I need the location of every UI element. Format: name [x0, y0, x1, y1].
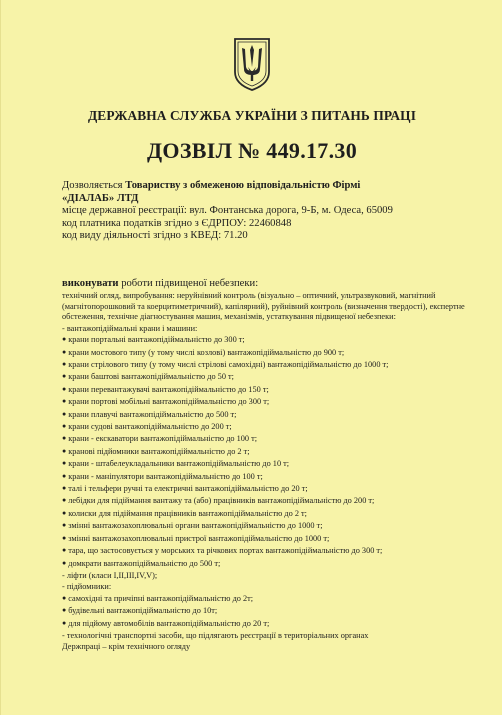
list-item: ● змінні вантажозахоплювальні пристрої вантажопідіймальністю до 1000 т; [62, 533, 482, 545]
list-item: - ліфти (класи І,ІІ,ІІІ,IV,V); [62, 570, 482, 581]
list-item: - технологічні транспортні засоби, що підлягають реєстрації в територіальних органах [62, 630, 482, 641]
list-item: ● змінні вантажозахоплювальні органи вантажопідіймальністю до 1000 т; [62, 520, 482, 532]
works-description: технічний огляд, випробування: неруйнівний контроль (візуально – оптичний, ультразвуковий, магнітний (магнітопорошковий та коерцитиметричний), капілярний), руйнівний контроль (визначення твердості), експертне обстеження, технічне діагностування машин, механізмів, устаткування підвищеної небезпеки: [62, 291, 465, 322]
list-item: ● крани судові вантажопідіймальністю до 200 т; [62, 421, 482, 433]
works-title-bold: виконувати [62, 278, 119, 289]
list-item: ● крани плавучі вантажопідіймальністю до 500 т; [62, 409, 482, 421]
company-line-1 [62, 180, 482, 193]
allowed-prefix: Дозволяється [62, 180, 126, 191]
list-item: ● крани портальні вантажопідіймальністю до 300 т; [62, 334, 482, 346]
hazardous-works-section [62, 278, 482, 653]
list-item: ● самохідні та причіпні вантажопідіймальністю до 2т; [62, 593, 482, 605]
list-item: ● талі і тельфери ручні та електричні вантажопідіймальністю до 20 т; [62, 483, 482, 495]
list-item: ● крани - маніпулятори вантажопідіймальністю до 100 т; [62, 471, 482, 483]
works-title-rest: роботи підвищеної небезпеки: [118, 278, 259, 289]
equipment-list [62, 323, 482, 653]
list-item: ● лебідки для підіймання вантажу та (або) працівників вантажопідіймальністю до 200 т; [62, 495, 482, 507]
list-item: ● крани стрілового типу (у тому числі стрілові самохідні) вантажопідіймальністю до 1000 т; [62, 359, 482, 371]
company-name: Товариству з обмеженою відповідальністю Фірмі [125, 180, 361, 191]
permit-holder-block [62, 180, 482, 243]
list-item: ● крани портові мобільні вантажопідіймальністю до 300 т; [62, 396, 482, 408]
company-name-brand: «ДІАЛАБ» ЛТД [62, 192, 139, 204]
list-item: ● будівельні вантажопідіймальністю до 10т; [62, 605, 482, 617]
company-line-2 [62, 193, 482, 206]
edrpou-code: код платника податків згідно з ЄДРПОУ: 22460848 [62, 217, 292, 229]
list-item: ● крани баштові вантажопідіймальністю до 50 т; [62, 371, 482, 383]
list-item: ● домкрати вантажопідіймальністю до 500 т; [62, 558, 482, 570]
list-item: ● крани - екскаватори вантажопідіймальністю до 100 т; [62, 433, 482, 445]
trident-coat-of-arms-icon [232, 36, 272, 92]
permit-number: ДОЗВІЛ № 449.17.30 [147, 138, 357, 163]
list-item: ● крани - штабелеукладальники вантажопідіймальністю до 10 т; [62, 458, 482, 470]
agency-title: ДЕРЖАВНА СЛУЖБА УКРАЇНИ З ПИТАНЬ ПРАЦІ [87, 108, 417, 123]
list-item: - вантажопідіймальні крани і машини: [62, 323, 482, 334]
registration-address: місце державної реєстрації: вул. Фонтанська дорога, 9-Б, м. Одеса, 65009 [62, 205, 393, 217]
list-item: ● крани перевантажувачі вантажопідіймальністю до 150 т; [62, 384, 482, 396]
works-title [62, 278, 482, 290]
list-item: ● кранові підйомники вантажопідіймальністю до 2 т; [62, 446, 482, 458]
list-item: ● крани мостового типу (у тому числі козлові) вантажопідіймальністю до 900 т; [62, 347, 482, 359]
list-item: Держпраці – крім технічного огляду [62, 642, 191, 652]
kved-code: код виду діяльності згідно з КВЕД: 71.20 [62, 230, 248, 242]
list-item: ● тара, що застосовується у морських та річкових портах вантажопідіймальністю до 300 т; [62, 545, 482, 557]
list-item: ● для підйому автомобілів вантажопідіймальністю до 20 т; [62, 618, 482, 630]
list-item: - підйомники: [62, 581, 482, 592]
list-item: ● колиски для підіймання працівників вантажопідіймальністю до 2 т; [62, 508, 482, 520]
